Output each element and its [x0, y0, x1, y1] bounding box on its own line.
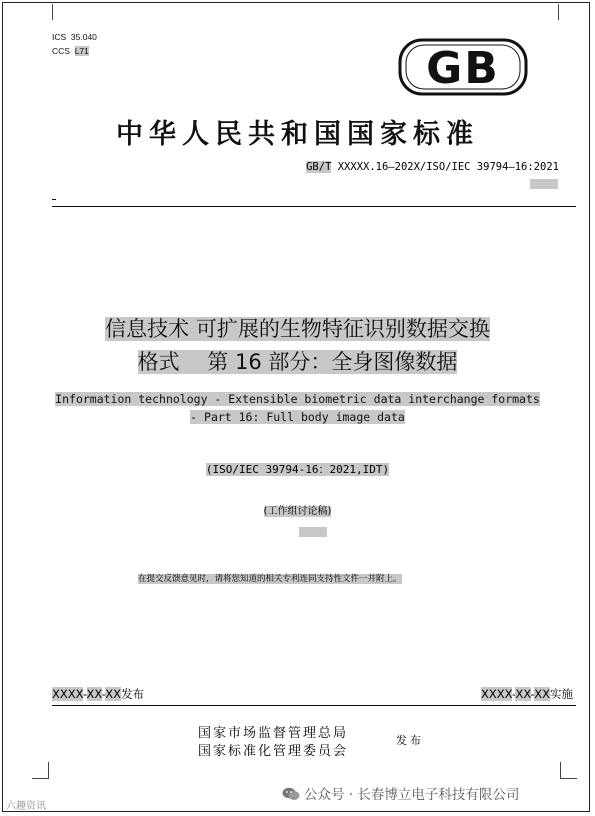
chinese-title: [0, 313, 595, 379]
standard-code: [306, 161, 559, 173]
wechat-watermark: [282, 783, 519, 803]
corner-watermark-text: 六趣资讯: [6, 801, 46, 812]
gb-logo-text: GB: [426, 43, 500, 94]
issue-sep1: -: [82, 687, 87, 701]
ics-value: 35.040: [70, 32, 97, 42]
issuer-action: 发布: [396, 734, 424, 747]
impl-month: XX: [515, 687, 531, 701]
issue-label: 发布: [121, 687, 145, 701]
ics-line: [52, 31, 97, 44]
standard-code-prefix: GB/T: [306, 161, 332, 173]
ccs-line: [52, 45, 89, 58]
code-placeholder-box: [530, 179, 558, 189]
crop-mark-top-left: [36, 4, 53, 20]
implementation-date: [481, 686, 573, 702]
chinese-title-line1: 信息技术 可扩展的生物特征识别数据交换: [105, 317, 490, 341]
patent-notice: [138, 572, 402, 584]
adoption-text: (ISO/IEC 39794-16：2021,IDT): [205, 463, 390, 476]
impl-year: XXXX: [480, 687, 512, 701]
issuer-line1: 国家市场监督管理总局: [198, 726, 349, 741]
wechat-icon: [282, 787, 300, 801]
adoption-note: [0, 461, 595, 477]
issue-month: XX: [86, 687, 102, 701]
impl-sep1: -: [511, 687, 516, 701]
crop-mark-bottom-left: [32, 762, 49, 779]
issue-date: [52, 686, 144, 702]
crop-mark-bottom-right: [560, 762, 577, 779]
ccs-value: L71: [74, 46, 89, 56]
footer-rule: [52, 705, 576, 706]
standard-code-rest: XXXXX.16—202X/ISO/IEC 39794—16:2021: [337, 161, 559, 173]
ics-label: ICS: [52, 32, 67, 42]
wechat-watermark-text: 公众号 · 长春博立电子科技有限公司: [304, 787, 520, 803]
header-rule: [52, 206, 576, 207]
impl-sep2: -: [530, 687, 535, 701]
english-title: [0, 390, 595, 426]
english-title-line2: - Part 16: Full body image data: [190, 410, 405, 424]
draft-stage-text: (工作组讨论稿): [263, 506, 332, 517]
impl-day: XX: [534, 687, 550, 701]
national-standard-title: 中华人民共和国国家标准: [116, 119, 479, 150]
draft-stage: [0, 502, 595, 517]
corner-watermark: [6, 797, 46, 812]
impl-label: 实施: [550, 687, 573, 701]
english-title-line1: Information technology - Extensible biometric data interchange formats: [55, 392, 540, 406]
chinese-title-line2: 格式 第 16 部分：全身图像数据: [137, 350, 458, 374]
issue-day: XX: [105, 687, 122, 701]
issue-year: XXXX: [52, 687, 83, 701]
issue-sep2: -: [101, 687, 106, 701]
rule-marker: [52, 199, 56, 200]
ccs-label: CCS: [52, 46, 70, 56]
patent-notice-text: 在提交反馈意见时，请将您知道的相关专利连同支持性文件一并附上。: [138, 574, 402, 584]
crop-mark-top-right: [558, 4, 575, 20]
draft-placeholder-box: [299, 527, 327, 537]
issuer-line2: 国家标准化管理委员会: [198, 744, 349, 759]
gb-logo: [398, 38, 528, 96]
